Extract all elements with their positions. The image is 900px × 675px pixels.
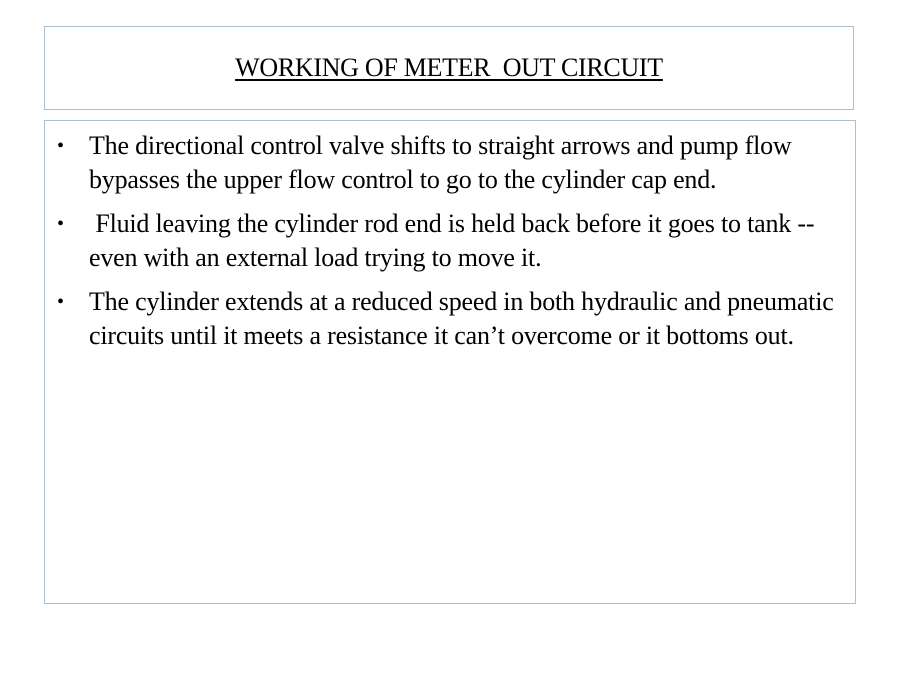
content-box: [44, 120, 856, 604]
bullet-list: [57, 129, 842, 363]
slide-title: WORKING OF METER OUT CIRCUIT: [235, 53, 663, 82]
bullet-icon: •: [57, 135, 64, 157]
bullet-item: [57, 129, 842, 197]
bullet-text: The cylinder extends at a reduced speed in both hydraulic and pneumatic circuits until it meets a resistance it can’t overcome or it bottoms out.: [89, 287, 834, 350]
bullet-text: Fluid leaving the cylinder rod end is held back before it goes to tank -- even with an external load trying to move it.: [89, 209, 821, 272]
bullet-item: [57, 207, 842, 275]
bullet-text: The directional control valve shifts to straight arrows and pump flow bypasses the upper flow control to go to the cylinder cap end.: [89, 131, 792, 194]
bullet-icon: •: [57, 213, 64, 235]
title-box: [44, 26, 854, 110]
bullet-item: [57, 285, 842, 353]
bullet-icon: •: [57, 291, 64, 313]
